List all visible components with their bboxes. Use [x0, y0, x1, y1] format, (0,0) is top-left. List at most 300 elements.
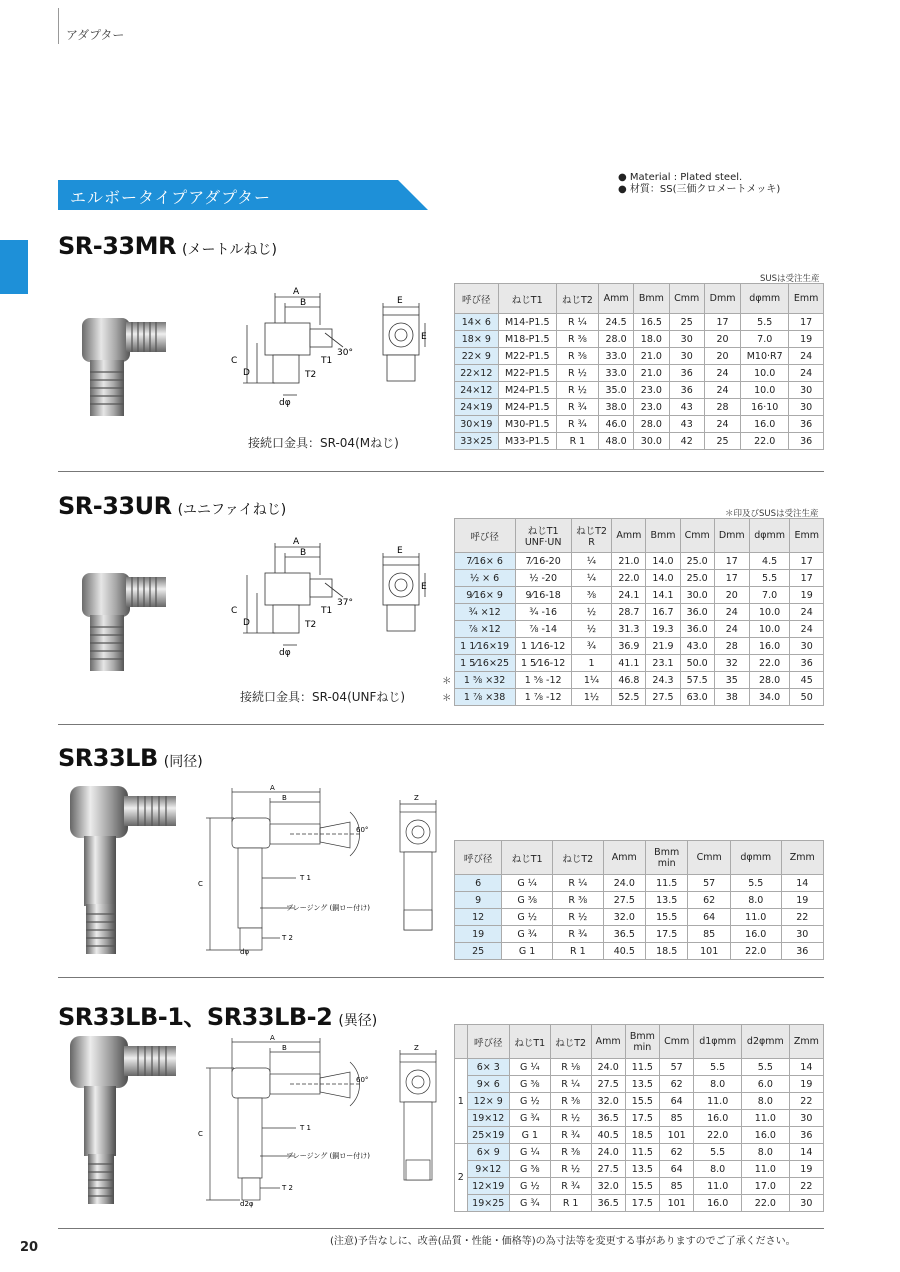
- table-cell: 64: [659, 1161, 693, 1178]
- table-cell: R ⅜: [550, 1144, 591, 1161]
- table-cell: 1 ⅝ ×32: [454, 672, 515, 689]
- spec-table-sr33mr: [454, 283, 824, 450]
- dim-label-a: A: [270, 1034, 275, 1042]
- table-cell: [440, 638, 454, 655]
- dim-label-braze: ブレージング (銅ロー付け): [286, 904, 370, 912]
- table-cell: 40.5: [603, 943, 645, 960]
- table-cell: 14: [781, 875, 823, 892]
- table-cell: 16.5: [634, 314, 669, 331]
- col-header: Amm: [603, 841, 645, 875]
- col-header: Bmm: [646, 519, 680, 553]
- dim-label-a: A: [293, 287, 300, 297]
- table-cell: 16.0: [730, 926, 781, 943]
- table-cell: 20: [704, 348, 740, 365]
- col-header: Amm: [591, 1025, 625, 1059]
- dim-label-c: C: [231, 356, 238, 366]
- table-cell: 1 ⅞ -12: [515, 689, 571, 706]
- col-header: ねじT1: [509, 1025, 550, 1059]
- table-cell: 42: [669, 433, 704, 450]
- table-row: [455, 1178, 824, 1195]
- table-cell: 17: [790, 570, 824, 587]
- table-cell: M24-P1.5: [498, 382, 556, 399]
- table-row: [440, 638, 824, 655]
- dim-label-d2-phi: d2φ: [240, 1200, 254, 1208]
- dimension-drawing-sr33lb: [190, 782, 440, 957]
- table-cell: 28.0: [749, 672, 790, 689]
- col-header: Amm: [612, 519, 646, 553]
- dim-label-b: B: [282, 794, 287, 802]
- table-row: [455, 1144, 824, 1161]
- table-cell: [440, 587, 454, 604]
- table-cell: 25.0: [680, 553, 714, 570]
- table-cell: ⅞ ×12: [454, 621, 515, 638]
- dim-label-angle: 30°: [337, 348, 353, 358]
- section-divider: [58, 1228, 824, 1229]
- table-cell: 15.5: [645, 909, 687, 926]
- table-cell: 36: [669, 365, 704, 382]
- dim-label-d: D: [243, 368, 250, 378]
- table-cell: 16.0: [742, 1127, 790, 1144]
- table-cell: 30: [789, 1195, 823, 1212]
- table-cell: 5.5: [741, 314, 789, 331]
- col-header-line: Bmm: [654, 846, 680, 858]
- product-code: SR33LB: [58, 744, 158, 772]
- material-ja: ● 材質：SS(三価クロメートメッキ): [618, 184, 781, 195]
- table-cell: 19: [789, 1161, 823, 1178]
- table-cell: 9⁄16× 9: [454, 587, 515, 604]
- table-cell: M18-P1.5: [498, 331, 556, 348]
- table-cell: 30: [669, 331, 704, 348]
- table-cell: R ¾: [550, 1127, 591, 1144]
- group-col-header: [455, 1025, 468, 1059]
- asterisk-col: [440, 519, 454, 553]
- table-cell: 25: [704, 433, 740, 450]
- product-code: SR-33UR: [58, 492, 172, 520]
- table-cell: 5.5: [749, 570, 790, 587]
- table-cell: G ⅜: [509, 1161, 550, 1178]
- connector-note-sr33mr: 接続口金具：SR-04(Mねじ): [248, 436, 399, 450]
- table-cell: 1½: [571, 689, 612, 706]
- dim-label-a: A: [270, 784, 275, 792]
- table-cell: 27.5: [591, 1076, 625, 1093]
- table-cell: 23.1: [646, 655, 680, 672]
- table-cell: 21.9: [646, 638, 680, 655]
- table-cell: 24.1: [612, 587, 646, 604]
- table-cell: 24: [704, 365, 740, 382]
- section-divider: [58, 471, 824, 472]
- col-header: Cmm: [688, 841, 731, 875]
- table-cell: R ¼: [550, 1076, 591, 1093]
- table-cell: 22.0: [749, 655, 790, 672]
- table-cell: 1 1⁄16-12: [515, 638, 571, 655]
- table-cell: 64: [688, 909, 731, 926]
- dim-label-b: B: [282, 1044, 287, 1052]
- table-cell: 12× 9: [467, 1093, 509, 1110]
- table-cell: 12×19: [467, 1178, 509, 1195]
- table-cell: 46.0: [598, 416, 633, 433]
- table-cell: 16.0: [741, 416, 789, 433]
- table-cell: 85: [659, 1178, 693, 1195]
- table-cell: G 1: [502, 943, 553, 960]
- connector-note-sr33ur: 接続口金具：SR-04(UNFねじ): [240, 690, 406, 704]
- table-cell: 22×12: [455, 365, 499, 382]
- table-cell: 6: [455, 875, 502, 892]
- table-cell: 14: [789, 1059, 823, 1076]
- table-cell: R ⅜: [550, 1093, 591, 1110]
- table-cell: 57: [659, 1059, 693, 1076]
- col-header: Dmm: [704, 284, 740, 314]
- dim-label-e-top: E: [397, 546, 403, 556]
- table-cell: 6× 9: [467, 1144, 509, 1161]
- table-cell: 6.0: [742, 1076, 790, 1093]
- table-cell: 21.0: [612, 553, 646, 570]
- table-cell: 14.1: [646, 587, 680, 604]
- table-cell: [440, 570, 454, 587]
- table-cell: 31.3: [612, 621, 646, 638]
- table-cell: G ¾: [509, 1110, 550, 1127]
- table-cell: 27.5: [591, 1161, 625, 1178]
- table-row: [440, 621, 824, 638]
- table-cell: 36.5: [591, 1195, 625, 1212]
- product-code: SR-33MR: [58, 232, 176, 260]
- table-cell: R ½: [552, 909, 603, 926]
- table-cell: 19: [790, 587, 824, 604]
- col-header: ねじT2: [550, 1025, 591, 1059]
- table-cell: 1¼: [571, 672, 612, 689]
- table-cell: 24×19: [455, 399, 499, 416]
- table-cell: 9× 6: [467, 1076, 509, 1093]
- table-cell: 101: [659, 1195, 693, 1212]
- table-cell: 30: [669, 348, 704, 365]
- table-cell: 63.0: [680, 689, 714, 706]
- table-cell: 24: [789, 348, 824, 365]
- table-cell: 11.0: [742, 1110, 790, 1127]
- table-cell: 46.8: [612, 672, 646, 689]
- table-cell: ½ -20: [515, 570, 571, 587]
- table-cell: R ⅜: [556, 331, 598, 348]
- table-cell: 33×25: [455, 433, 499, 450]
- table-cell: 30.0: [680, 587, 714, 604]
- section-divider: [58, 977, 824, 978]
- table-cell: 5.5: [730, 875, 781, 892]
- table-cell: 1 1⁄16×19: [454, 638, 515, 655]
- table-cell: 19×12: [467, 1110, 509, 1127]
- col-header: d2φmm: [742, 1025, 790, 1059]
- dim-label-t2: T2: [305, 370, 317, 380]
- table-cell: ¾: [571, 638, 612, 655]
- dim-label-braze: ブレージング (銅ロー付け): [286, 1152, 370, 1160]
- table-cell: 14× 6: [455, 314, 499, 331]
- table-cell: M24-P1.5: [498, 399, 556, 416]
- table-cell: 17: [789, 314, 824, 331]
- table-cell: ½: [571, 621, 612, 638]
- table-row: [455, 1161, 824, 1178]
- dimension-drawing-sr33mr: [225, 285, 440, 415]
- table-cell: M30-P1.5: [498, 416, 556, 433]
- table-cell: 32.0: [591, 1178, 625, 1195]
- dim-label-angle: 37°: [337, 598, 353, 608]
- table-cell: R ⅜: [552, 892, 603, 909]
- table-cell: 28.7: [612, 604, 646, 621]
- table-row: [455, 1093, 824, 1110]
- table-cell: M10·R7: [741, 348, 789, 365]
- dim-label-d-phi: dφ: [240, 948, 250, 956]
- table-cell: 14: [789, 1144, 823, 1161]
- table-cell: [440, 553, 454, 570]
- table-cell: 11.5: [625, 1059, 659, 1076]
- header-title: アダプター: [66, 28, 125, 42]
- table-cell: 19: [781, 892, 823, 909]
- table-cell: 11.0: [694, 1178, 742, 1195]
- table-cell: G ¼: [509, 1144, 550, 1161]
- table-cell: 16·10: [741, 399, 789, 416]
- col-header: 呼び径: [454, 519, 515, 553]
- group-label: 2: [455, 1144, 468, 1212]
- table-cell: 16.7: [646, 604, 680, 621]
- section-title-sr33lb: [58, 744, 203, 772]
- table-cell: 7.0: [749, 587, 790, 604]
- table-cell: 22.0: [694, 1127, 742, 1144]
- table-cell: 1 ⅝ -12: [515, 672, 571, 689]
- product-photo-sr33lb: [62, 782, 187, 957]
- dim-label-angle: 60°: [356, 1076, 369, 1084]
- table-cell: 8.0: [742, 1093, 790, 1110]
- table-cell: 34.0: [749, 689, 790, 706]
- table-row: [455, 926, 824, 943]
- table-cell: 11.0: [730, 909, 781, 926]
- col-header-line: Bmm: [629, 1030, 655, 1042]
- table-cell: 62: [688, 892, 731, 909]
- table-cell: ½ × 6: [454, 570, 515, 587]
- col-header: dφmm: [749, 519, 790, 553]
- col-header: Cmm: [659, 1025, 693, 1059]
- table-cell: M22-P1.5: [498, 365, 556, 382]
- table-row: [455, 1076, 824, 1093]
- category-banner: [58, 180, 428, 210]
- table-cell: 25: [455, 943, 502, 960]
- col-header: [645, 841, 687, 875]
- col-header: Zmm: [781, 841, 823, 875]
- table-cell: 50.0: [680, 655, 714, 672]
- col-header-line: ねじT1: [527, 526, 559, 537]
- dim-label-e-top: E: [397, 296, 403, 306]
- col-header-line: UNF·UN: [524, 537, 562, 548]
- table-cell: R ½: [550, 1110, 591, 1127]
- table-cell: R ¾: [550, 1178, 591, 1195]
- table-cell: R ¾: [552, 926, 603, 943]
- col-header: Zmm: [789, 1025, 823, 1059]
- table-cell: 101: [659, 1127, 693, 1144]
- table-cell: G ½: [509, 1093, 550, 1110]
- table-cell: 24: [790, 604, 824, 621]
- table-cell: M22-P1.5: [498, 348, 556, 365]
- table-cell: 19×25: [467, 1195, 509, 1212]
- table-cell: 62: [659, 1076, 693, 1093]
- table-cell: G ¼: [502, 875, 553, 892]
- table-cell: 36.0: [680, 621, 714, 638]
- table-cell: 4.5: [749, 553, 790, 570]
- table-row: [440, 672, 824, 689]
- table-row: [440, 604, 824, 621]
- table-cell: 24: [790, 621, 824, 638]
- table-cell: 30: [789, 1110, 823, 1127]
- product-subtitle: (メートルねじ): [182, 242, 277, 258]
- product-subtitle: (同径): [163, 754, 203, 770]
- table-row: [455, 1195, 824, 1212]
- table-cell: 32.0: [591, 1093, 625, 1110]
- table-cell: 64: [659, 1093, 693, 1110]
- table-cell: 48.0: [598, 433, 633, 450]
- table-cell: 9: [455, 892, 502, 909]
- table-cell: 20: [704, 331, 740, 348]
- table-cell: 22.0: [741, 433, 789, 450]
- table-cell: R 1: [552, 943, 603, 960]
- table-row: [455, 416, 824, 433]
- table-cell: 1 ⅞ ×38: [454, 689, 515, 706]
- table-cell: G ¾: [509, 1195, 550, 1212]
- table-cell: 30: [789, 399, 824, 416]
- table-cell: 8.0: [694, 1161, 742, 1178]
- table-cell: 24: [714, 621, 749, 638]
- table-cell: ¼: [571, 570, 612, 587]
- dim-label-t1: T1: [321, 356, 333, 366]
- table-cell: 22× 9: [455, 348, 499, 365]
- table-cell: 18× 9: [455, 331, 499, 348]
- table-cell: 19: [789, 331, 824, 348]
- col-header-line: min: [633, 1041, 652, 1053]
- table-cell: 19.3: [646, 621, 680, 638]
- col-header-line: ねじT2: [576, 526, 607, 537]
- table-cell: 21.0: [634, 365, 669, 382]
- dim-label-d-phi: dφ: [279, 398, 291, 408]
- table-cell: 22: [789, 1178, 823, 1195]
- col-header: dφmm: [741, 284, 789, 314]
- table-cell: 30: [790, 638, 824, 655]
- table-cell: 62: [659, 1144, 693, 1161]
- table-cell: [440, 621, 454, 638]
- table-cell: 10.0: [741, 365, 789, 382]
- dim-label-t2: T 2: [282, 934, 293, 942]
- table-cell: 11.5: [645, 875, 687, 892]
- table-row: [455, 1059, 824, 1076]
- table-cell: 21.0: [634, 348, 669, 365]
- table-cell: 22.0: [730, 943, 781, 960]
- table-cell: 30: [781, 926, 823, 943]
- table-cell: 30: [789, 382, 824, 399]
- product-subtitle: (ユニファイねじ): [177, 502, 287, 518]
- table-cell: 36.5: [603, 926, 645, 943]
- table-cell: R ⅜: [556, 348, 598, 365]
- table-cell: 9×12: [467, 1161, 509, 1178]
- dim-label-t2: T 2: [282, 1184, 293, 1192]
- table-cell: 1 5⁄16-12: [515, 655, 571, 672]
- table-cell: 10.0: [749, 621, 790, 638]
- sus-note: SUSは受注生産: [760, 274, 820, 284]
- table-cell: 25.0: [680, 570, 714, 587]
- table-cell: 35: [714, 672, 749, 689]
- table-cell: ¾ ×12: [454, 604, 515, 621]
- table-cell: G ½: [509, 1178, 550, 1195]
- table-cell: M33-P1.5: [498, 433, 556, 450]
- table-cell: 33.0: [598, 348, 633, 365]
- table-cell: 33.0: [598, 365, 633, 382]
- table-cell: 16.0: [694, 1195, 742, 1212]
- table-cell: 18.5: [645, 943, 687, 960]
- table-cell: ＊: [442, 693, 452, 704]
- dim-label-c: C: [231, 606, 238, 616]
- dim-label-t1: T1: [321, 606, 333, 616]
- table-cell: 11.5: [625, 1144, 659, 1161]
- table-cell: R ½: [550, 1161, 591, 1178]
- col-header: dφmm: [730, 841, 781, 875]
- table-row: [455, 909, 824, 926]
- table-cell: 36.5: [591, 1110, 625, 1127]
- table-cell: 40.5: [591, 1127, 625, 1144]
- table-cell: [440, 655, 454, 672]
- table-row: [455, 399, 824, 416]
- table-cell: 14.0: [646, 553, 680, 570]
- table-cell: M14-P1.5: [498, 314, 556, 331]
- table-cell: R ½: [556, 382, 598, 399]
- table-cell: 17.5: [625, 1110, 659, 1127]
- table-cell: 17: [704, 314, 740, 331]
- table-cell: 24.0: [603, 875, 645, 892]
- table-cell: 13.5: [625, 1076, 659, 1093]
- table-row: [440, 689, 824, 706]
- table-cell: 43.0: [680, 638, 714, 655]
- col-header: Bmm: [634, 284, 669, 314]
- table-cell: 19: [789, 1076, 823, 1093]
- table-cell: 28: [704, 399, 740, 416]
- table-cell: 8.0: [742, 1144, 790, 1161]
- table-cell: 32: [714, 655, 749, 672]
- col-header: Amm: [598, 284, 633, 314]
- material-note: [618, 172, 780, 196]
- table-cell: 25×19: [467, 1127, 509, 1144]
- spec-table-sr33ur: [440, 518, 824, 706]
- table-row: [440, 570, 824, 587]
- table-row: [455, 314, 824, 331]
- table-cell: R ½: [556, 365, 598, 382]
- product-code: SR33LB-1、SR33LB-2: [58, 1003, 333, 1031]
- table-cell: 22.0: [612, 570, 646, 587]
- col-header: Cmm: [669, 284, 704, 314]
- col-header: [571, 519, 612, 553]
- table-cell: 36.9: [612, 638, 646, 655]
- section-title-sr33lb-1-2: [58, 997, 377, 1032]
- table-cell: ⅞ -14: [515, 621, 571, 638]
- table-cell: 8.0: [730, 892, 781, 909]
- table-cell: 17: [714, 553, 749, 570]
- table-cell: 36: [789, 416, 824, 433]
- table-cell: 7.0: [741, 331, 789, 348]
- table-cell: 43: [669, 399, 704, 416]
- table-cell: 16.0: [749, 638, 790, 655]
- table-cell: G ½: [502, 909, 553, 926]
- col-header: 呼び径: [455, 841, 502, 875]
- table-cell: 17: [790, 553, 824, 570]
- table-cell: G ⅜: [509, 1076, 550, 1093]
- table-row: [455, 331, 824, 348]
- table-cell: 25: [669, 314, 704, 331]
- table-cell: 14.0: [646, 570, 680, 587]
- table-cell: [440, 604, 454, 621]
- table-cell: 24.0: [591, 1059, 625, 1076]
- table-cell: 7⁄16× 6: [454, 553, 515, 570]
- table-cell: 22: [789, 1093, 823, 1110]
- table-cell: R ¼: [552, 875, 603, 892]
- col-header: d1φmm: [694, 1025, 742, 1059]
